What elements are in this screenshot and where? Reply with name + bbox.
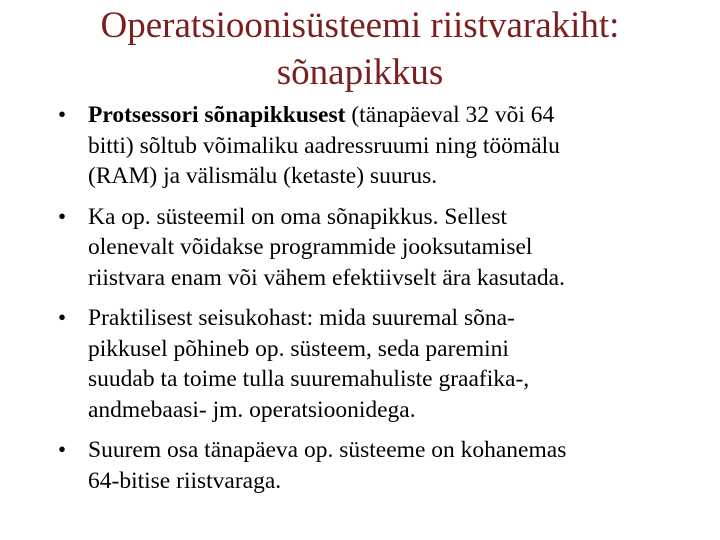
bullet-1-bold-text: Protsessori sõnapikkusest <box>88 102 346 128</box>
bullet-4-line-1: Suurem osa tänapäeva op. süsteeme on kohanemas <box>88 437 567 463</box>
bullet-3-line-4: andmebaasi- jm. operatsioonidega. <box>88 396 416 423</box>
slide-title-line-2: sõnapikkus <box>276 52 444 93</box>
bullet-3-line-3: suudab ta toime tulla suuremahuliste graafika-, <box>88 366 530 392</box>
bullet-list <box>58 100 698 506</box>
slide-title-line-1: Operatsioonisüsteemi riistvarakiht: <box>100 5 620 46</box>
bullet-4-line-2: 64-bitise riistvaraga. <box>88 467 282 494</box>
bullet-icon: • <box>58 305 67 330</box>
bullet-item-3 <box>58 303 698 425</box>
bullet-2-line-1: Ka op. süsteemil on oma sõnapikkus. Sellest <box>88 203 508 230</box>
bullet-1-line-2: bitti) sõltub võimaliku aadressruumi ning töömälu <box>88 132 560 159</box>
bullet-icon: • <box>58 102 67 127</box>
bullet-2-line-3: riistvara enam või vähem efektiivselt ära kasutada. <box>88 264 565 291</box>
bullet-item-1 <box>58 100 698 192</box>
bullet-3-line-2: pikkusel põhineb op. süsteem, seda paremini <box>88 335 509 362</box>
bullet-1-line-1 <box>88 100 698 131</box>
bullet-item-2 <box>58 202 698 294</box>
bullet-2-line-2: olenevalt võidakse programmide jooksutamisel <box>88 234 533 260</box>
bullet-icon: • <box>58 437 67 462</box>
slide-title <box>0 2 720 96</box>
bullet-item-4 <box>58 435 698 496</box>
bullet-3-line-1: Praktilisest seisukohast: mida suuremal sõna- <box>88 305 515 331</box>
bullet-1-line-1-rest: (tänapäeval 32 või 64 <box>345 102 555 128</box>
bullet-icon: • <box>58 203 67 229</box>
bullet-1-line-3: (RAM) ja välismälu (ketaste) suurus. <box>88 163 438 189</box>
